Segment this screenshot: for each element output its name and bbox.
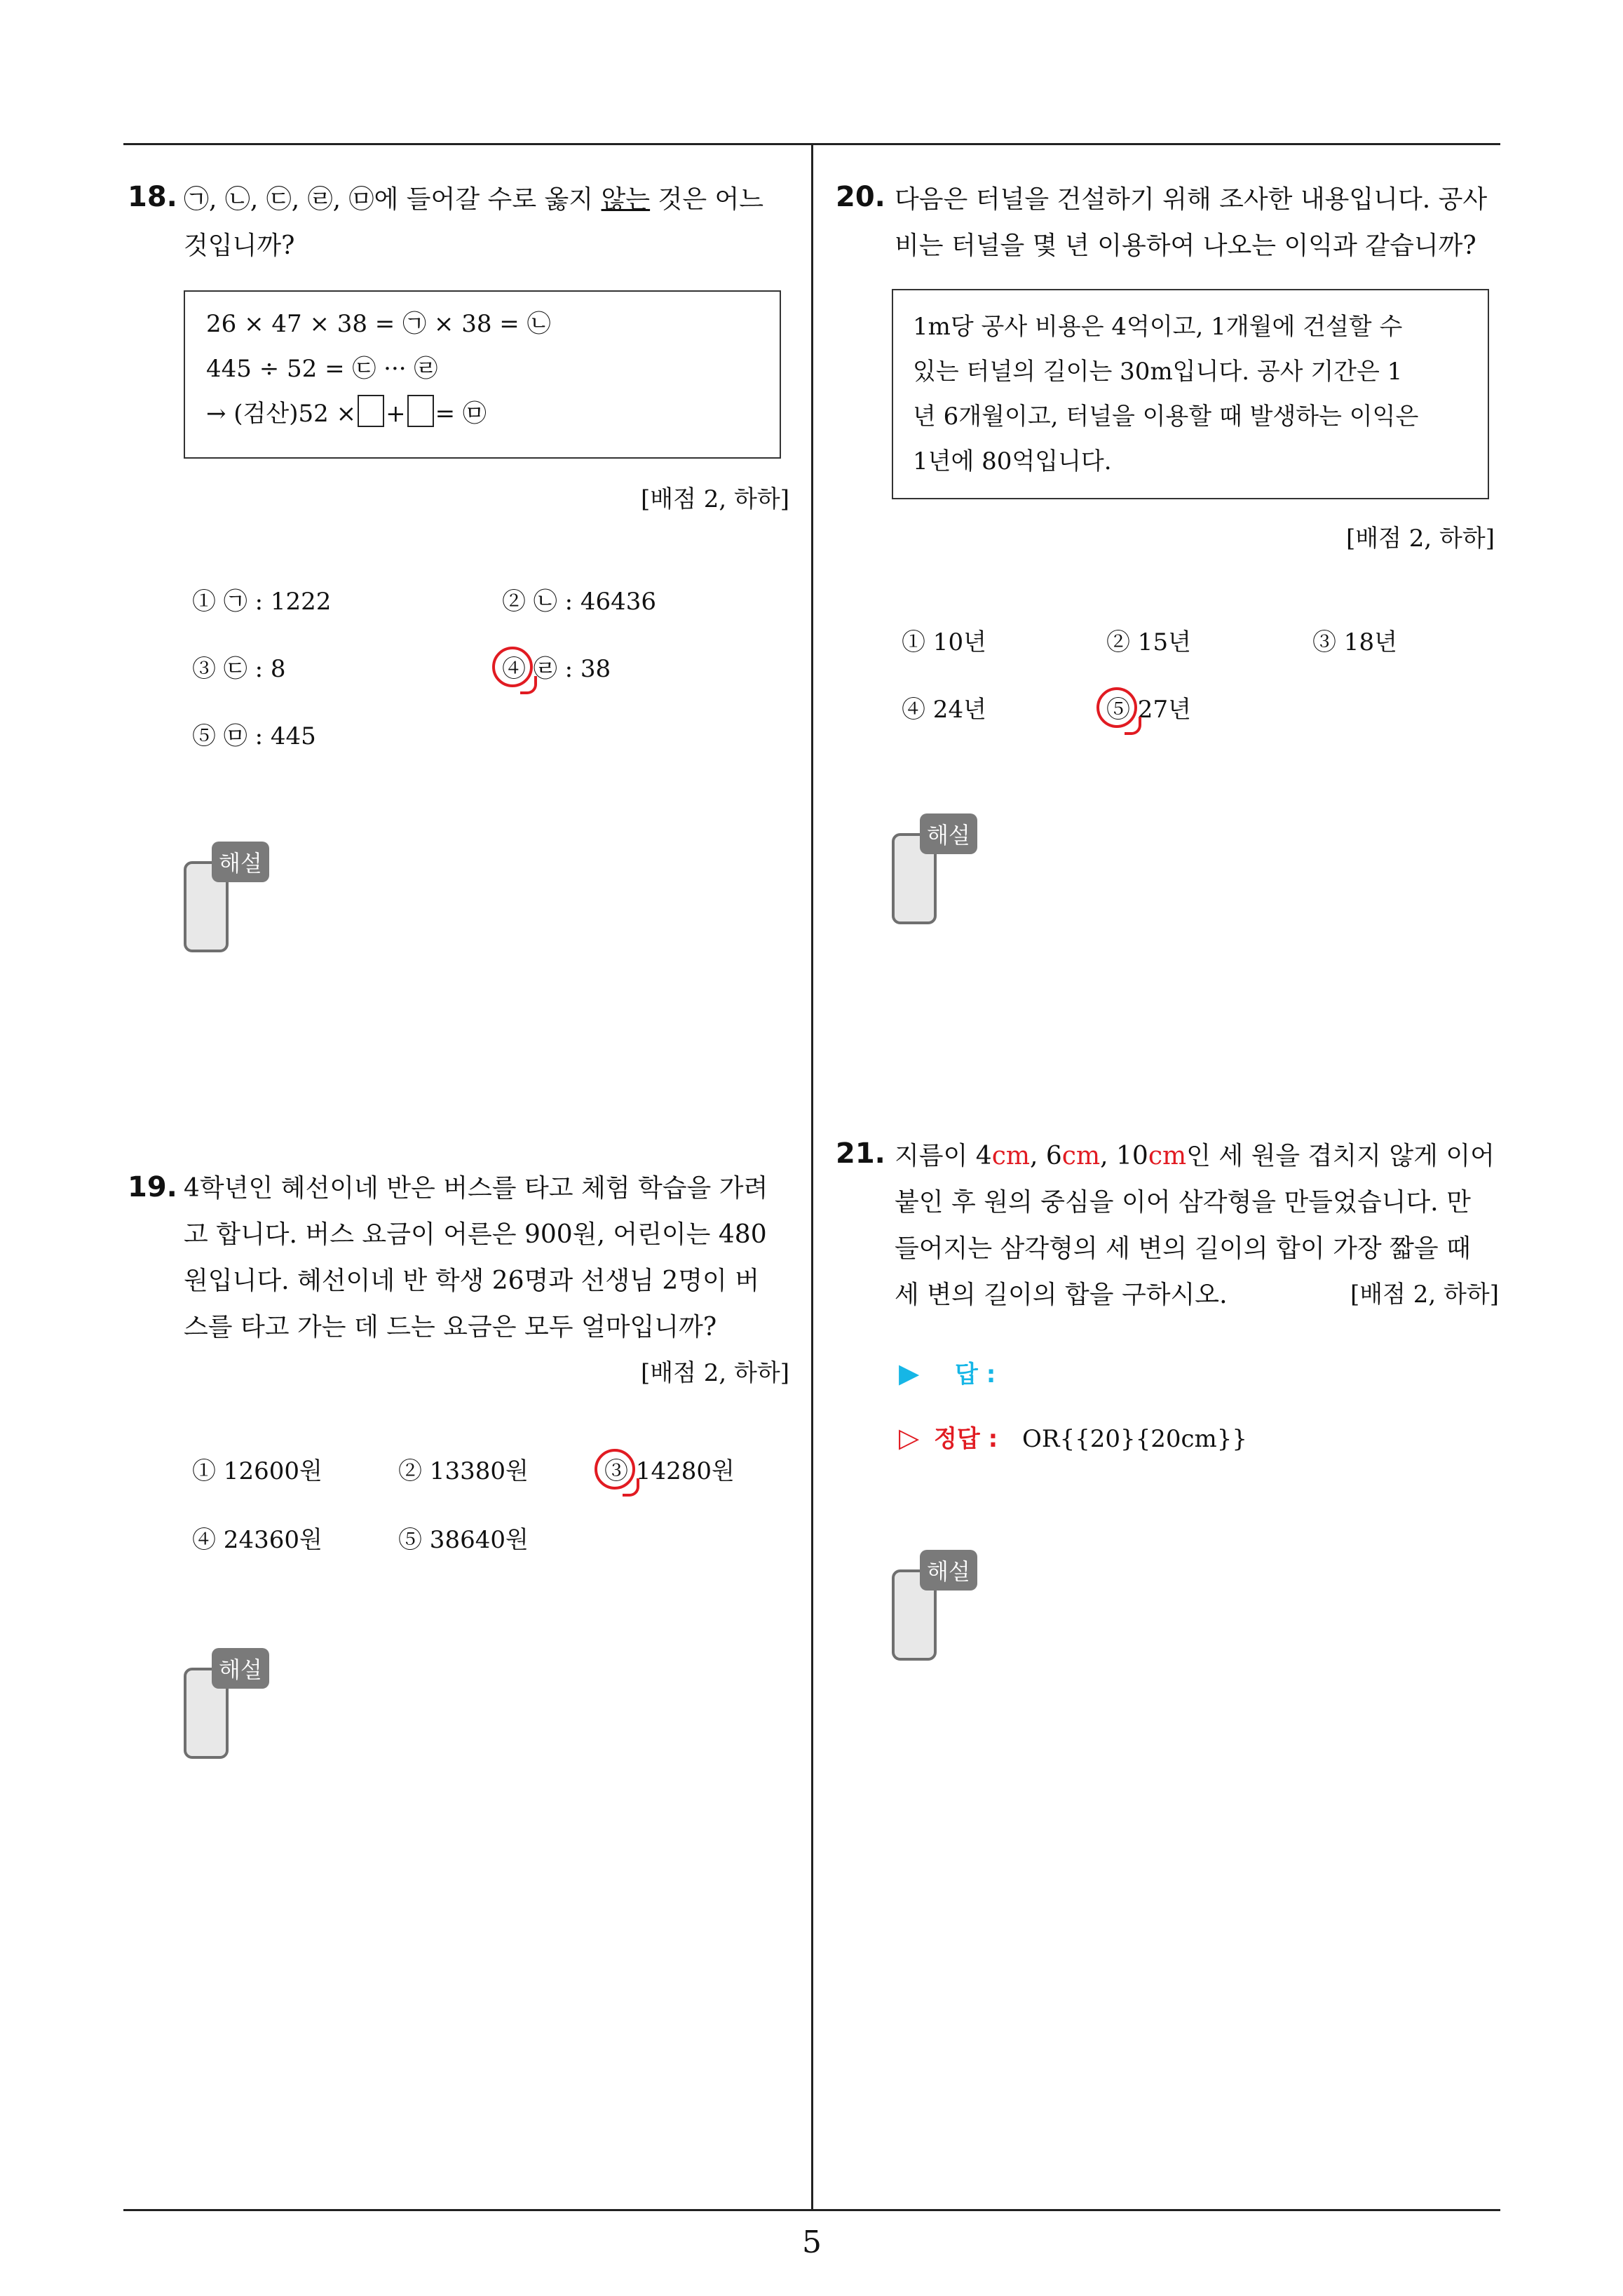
q20-number: 20. [836,181,885,213]
q21-question: 지름이 4cm, 6cm, 10cm인 세 원을 겹치지 않게 이어 붙인 후 원의 중심을 이어 삼각형을 만들었습니다. 만 들어지는 삼각형의 세 변의 길이의 합이 가장 짧을 때 세 변의 길이의 합을 구하시오. [895,1142,1495,1309]
q18-box-line-1: 26 × 47 × 38 = ㉠ × 38 = ㉡ [206,310,551,338]
q19-choice-4[interactable]: ④ 24360원 [192,1526,322,1554]
q20-points: [배점 2, 하하] [1346,525,1495,553]
explain-label: 해설 [212,1648,269,1689]
q18-points: [배점 2, 하하] [641,485,789,513]
outline-arrow-icon: ▷ [899,1422,920,1453]
q19-number: 19. [128,1171,177,1203]
q18-number: 18. [128,181,177,213]
q19-choice-5[interactable]: ⑤ 38640원 [398,1526,529,1554]
q20-choice-2[interactable]: ② 15년 [1106,628,1191,656]
answer-circle-mark [595,1449,635,1490]
column-divider [811,143,813,2210]
q19-choice-2[interactable]: ② 13380원 [398,1457,529,1485]
correct-label: 정답 : [934,1425,998,1453]
q20-choice-4[interactable]: ④ 24년 [902,696,986,724]
correct-value: OR{{20}{20cm}} [1021,1425,1248,1453]
q18-choice-4[interactable]: ④ ㉣ : 38 [502,655,611,683]
q20-question: 다음은 터널을 건설하기 위해 조사한 내용입니다. 공사 비는 터널을 몇 년 이용하여 나오는 이익과 같습니까? [895,185,1488,260]
answer-label: 답 : [955,1360,996,1389]
q18-box-line-3: → (검산)52 × + = ㉤ [206,391,759,436]
explain-label: 해설 [212,842,269,882]
q18-emphasis: 않는 [601,185,651,214]
answer-circle-mark [1096,687,1137,728]
q21-correct-row [899,1419,1247,1454]
q18-question: ㉠, ㉡, ㉢, ㉣, ㉤에 들어갈 수로 옳지 않는 것은 어느 것입니까? [184,185,764,260]
page-number: 5 [802,2224,822,2260]
play-arrow-icon: ▶ [899,1358,920,1389]
q19-choice-1[interactable]: ① 12600원 [192,1457,322,1485]
q18-explain-button[interactable] [184,842,296,982]
q19-choice-3[interactable]: ③ 14280원 [604,1457,735,1485]
q21-number: 21. [836,1137,885,1170]
q18-condition-box [184,290,781,459]
q18-box-line-2: 445 ÷ 52 = ㉢ ··· ㉣ [206,355,438,383]
blank-square [358,395,384,427]
q18-choice-5[interactable]: ⑤ ㉤ : 445 [192,722,316,750]
q19-points: [배점 2, 하하] [641,1359,789,1387]
q20-choice-1[interactable]: ① 10년 [902,628,986,656]
answer-circle-mark [492,647,533,687]
blank-square [407,395,434,427]
q21-answer-row [899,1355,996,1389]
explain-label: 해설 [920,1550,977,1591]
q19-question: 4학년인 혜선이네 반은 버스를 타고 체험 학습을 가려 고 합니다. 버스 요금이 어른은 900원, 어린이는 480 원입니다. 혜선이네 반 학생 26명과 선생님 2명이 버 스를 타고 가는 데 드는 요금은 모두 얼마입니까? [184,1174,768,1342]
q19-explain-button[interactable] [184,1648,296,1788]
q21-points: [배점 2, 하하] [1350,1281,1499,1309]
bottom-rule [123,2209,1500,2211]
q20-choice-5[interactable]: ⑤ 27년 [1106,696,1191,724]
q18-choice-2[interactable]: ② ㉡ : 46436 [502,588,657,616]
q20-choice-3[interactable]: ③ 18년 [1312,628,1397,656]
explain-label: 해설 [920,813,977,854]
q18-choice-3[interactable]: ③ ㉢ : 8 [192,655,286,683]
q18-choice-1[interactable]: ① ㉠ : 1222 [192,588,332,616]
q21-explain-button[interactable] [892,1550,1004,1690]
q20-explain-button[interactable] [892,813,1004,954]
q20-info-box: 1m당 공사 비용은 4억이고, 1개월에 건설할 수 있는 터널의 길이는 30m입니다. 공사 기간은 1 년 6개월이고, 터널을 이용할 때 발생하는 이익은 1년에 80억입니다. [892,289,1489,499]
